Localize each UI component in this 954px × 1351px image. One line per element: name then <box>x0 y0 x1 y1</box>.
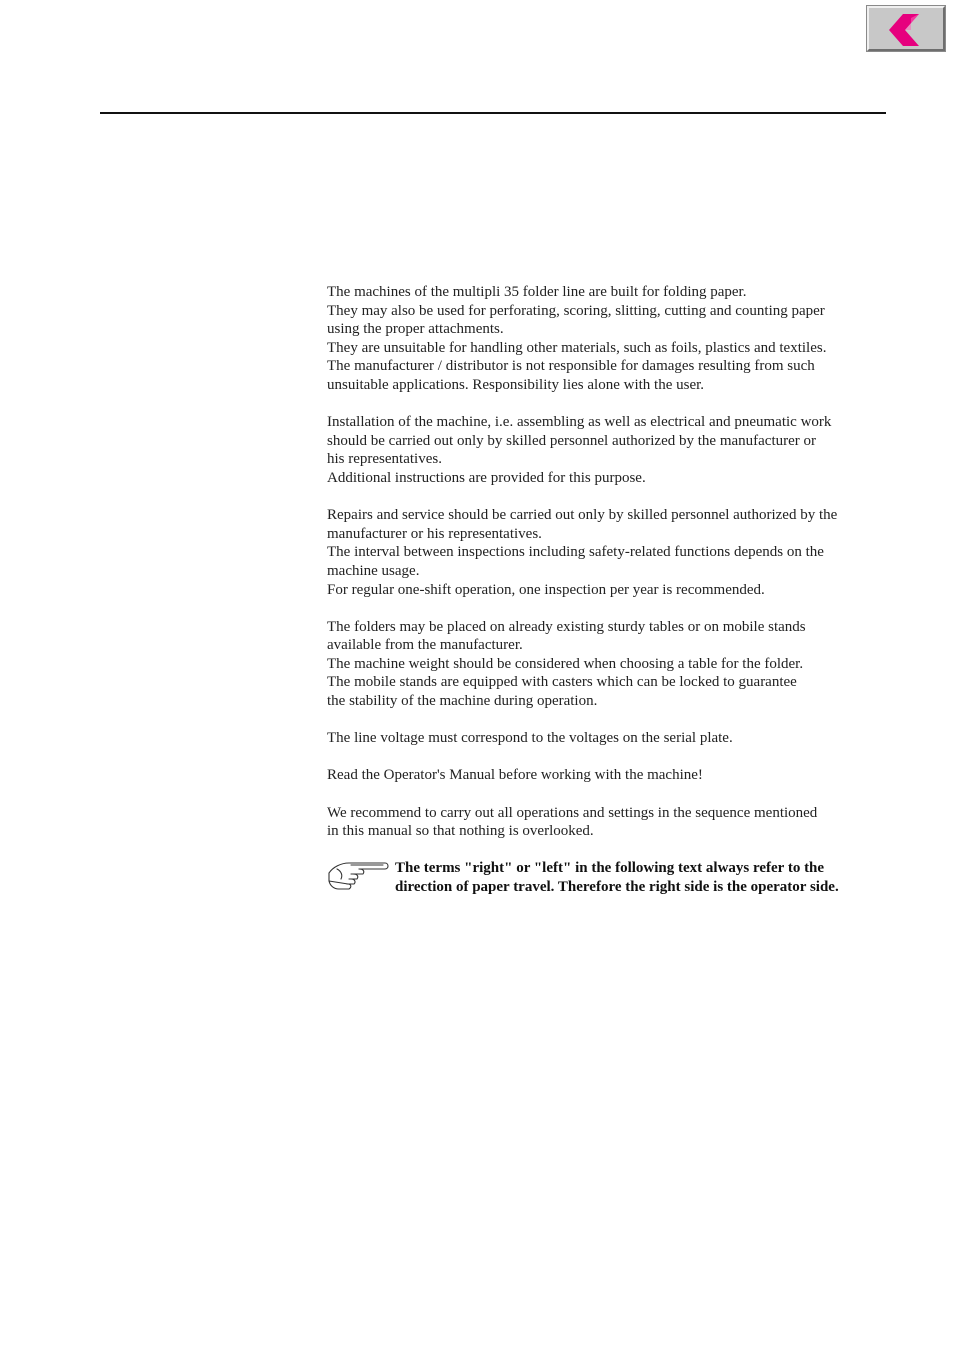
text-line: The mobile stands are equipped with casters which can be locked to guarantee <box>327 674 797 691</box>
back-button[interactable] <box>867 6 945 51</box>
note-text <box>395 859 839 896</box>
paragraph-line-voltage <box>327 729 887 748</box>
text-line: machine usage. <box>327 562 420 579</box>
text-line: should be carried out only by skilled personnel authorized by the manufacturer or <box>327 432 817 449</box>
text-line: The folders may be placed on already existing sturdy tables or on mobile stands <box>327 618 806 635</box>
text-line: manufacturer or his representatives. <box>327 525 542 542</box>
text-line: in this manual so that nothing is overlooked. <box>327 823 594 840</box>
text-line: using the proper attachments. <box>327 321 504 338</box>
note-block <box>327 859 887 899</box>
paragraph-repairs-service <box>327 506 887 599</box>
text-line: They are unsuitable for handling other materials, such as foils, plastics and textiles. <box>327 339 827 356</box>
header-rule <box>100 112 886 114</box>
text-line: They may also be used for perforating, scoring, slitting, cutting and counting paper <box>327 302 825 319</box>
text-line: The manufacturer / distributor is not responsible for damages resulting from such <box>327 358 815 375</box>
text-line: Additional instructions are provided for this purpose. <box>327 469 646 486</box>
note-line: direction of paper travel. Therefore the right side is the operator side. <box>395 879 839 895</box>
text-line: unsuitable applications. Responsibility lies alone with the user. <box>327 376 705 393</box>
paragraph-sequence <box>327 804 887 841</box>
text-line: Read the Operator's Manual before working with the machine! <box>327 767 703 784</box>
text-line: We recommend to carry out all operations and settings in the sequence mentioned <box>327 804 818 821</box>
pointing-hand-icon <box>327 859 391 891</box>
paragraph-intended-use <box>327 283 887 395</box>
chevron-left-icon <box>889 14 923 46</box>
text-line: the stability of the machine during operation. <box>327 693 598 710</box>
text-line: Repairs and service should be carried out only by skilled personnel authorized by the <box>327 507 838 524</box>
document-body <box>327 283 887 899</box>
text-line: The interval between inspections including safety-related functions depends on the <box>327 544 824 561</box>
text-line: The machine weight should be considered when choosing a table for the folder. <box>327 655 804 672</box>
text-line: available from the manufacturer. <box>327 637 523 654</box>
text-line: The machines of the multipli 35 folder line are built for folding paper. <box>327 284 747 300</box>
text-line: The line voltage must correspond to the voltages on the serial plate. <box>327 730 733 747</box>
text-line: For regular one-shift operation, one inspection per year is recommended. <box>327 581 765 598</box>
paragraph-installation <box>327 413 887 487</box>
text-line: Installation of the machine, i.e. assembling as well as electrical and pneumatic work <box>327 414 832 431</box>
text-line: his representatives. <box>327 451 442 468</box>
paragraph-read-manual <box>327 766 887 785</box>
paragraph-placement <box>327 618 887 711</box>
note-line: The terms "right" or "left" in the following text always refer to the <box>395 860 825 877</box>
